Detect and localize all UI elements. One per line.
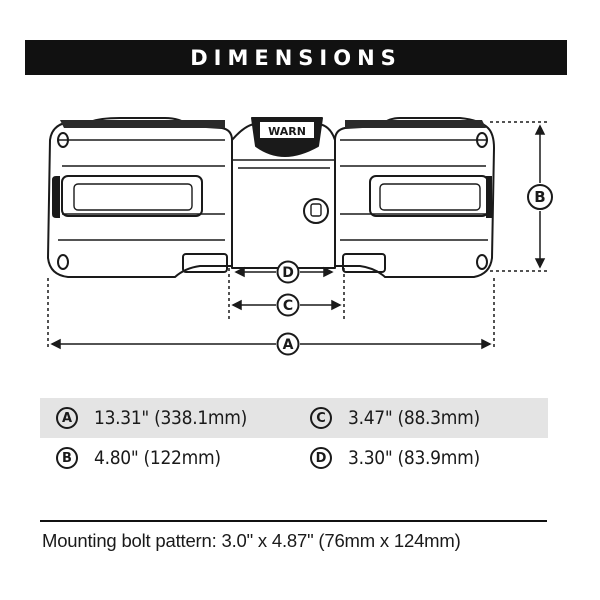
callout-c bbox=[278, 295, 299, 316]
page-title: DIMENSIONS bbox=[190, 45, 402, 70]
right-foot bbox=[343, 254, 385, 272]
dimension-lines bbox=[48, 122, 547, 350]
left-band-dark bbox=[60, 120, 225, 128]
table-row bbox=[40, 398, 548, 438]
left-housing-shade bbox=[52, 176, 60, 218]
spec-value-a: 13.31" (338.1mm) bbox=[94, 407, 247, 429]
spec-value-b: 4.80" (122mm) bbox=[94, 447, 221, 469]
callout-a-letter: A bbox=[282, 337, 294, 353]
callout-b-letter: B bbox=[534, 188, 546, 206]
callout-c-letter: C bbox=[282, 298, 294, 314]
callout-a bbox=[278, 334, 299, 355]
logo-text: WARN bbox=[268, 125, 306, 138]
cable-hole bbox=[304, 199, 328, 223]
letter-badge-c: C bbox=[310, 407, 332, 429]
right-housing-ribs bbox=[340, 140, 488, 240]
winch-body bbox=[48, 118, 494, 277]
letter-badge-a: A bbox=[56, 407, 78, 429]
center-bevel bbox=[232, 160, 335, 168]
bolt-hole-bottom-left bbox=[58, 255, 68, 269]
divider bbox=[40, 520, 547, 522]
spec-cell-b bbox=[40, 447, 294, 469]
spec-cell-c bbox=[294, 407, 548, 429]
spec-value-c: 3.47" (88.3mm) bbox=[348, 407, 480, 429]
callout-d-letter: D bbox=[282, 265, 294, 281]
callout-d bbox=[278, 262, 299, 283]
spec-cell-d bbox=[294, 447, 548, 469]
left-housing-ribs bbox=[58, 140, 225, 240]
mounting-bolt-pattern-note: Mounting bolt pattern: 3.0" x 4.87" (76mm x 124mm) bbox=[42, 530, 461, 551]
bolt-hole-bottom-right bbox=[477, 255, 487, 269]
dimensions-table bbox=[40, 398, 548, 478]
table-row bbox=[40, 438, 548, 478]
callout-b bbox=[528, 185, 552, 209]
spec-value-d: 3.30" (83.9mm) bbox=[348, 447, 480, 469]
right-band-dark bbox=[345, 120, 486, 128]
letter-badge-b: B bbox=[56, 447, 78, 469]
spec-cell-a bbox=[40, 407, 294, 429]
letter-badge-d: D bbox=[310, 447, 332, 469]
